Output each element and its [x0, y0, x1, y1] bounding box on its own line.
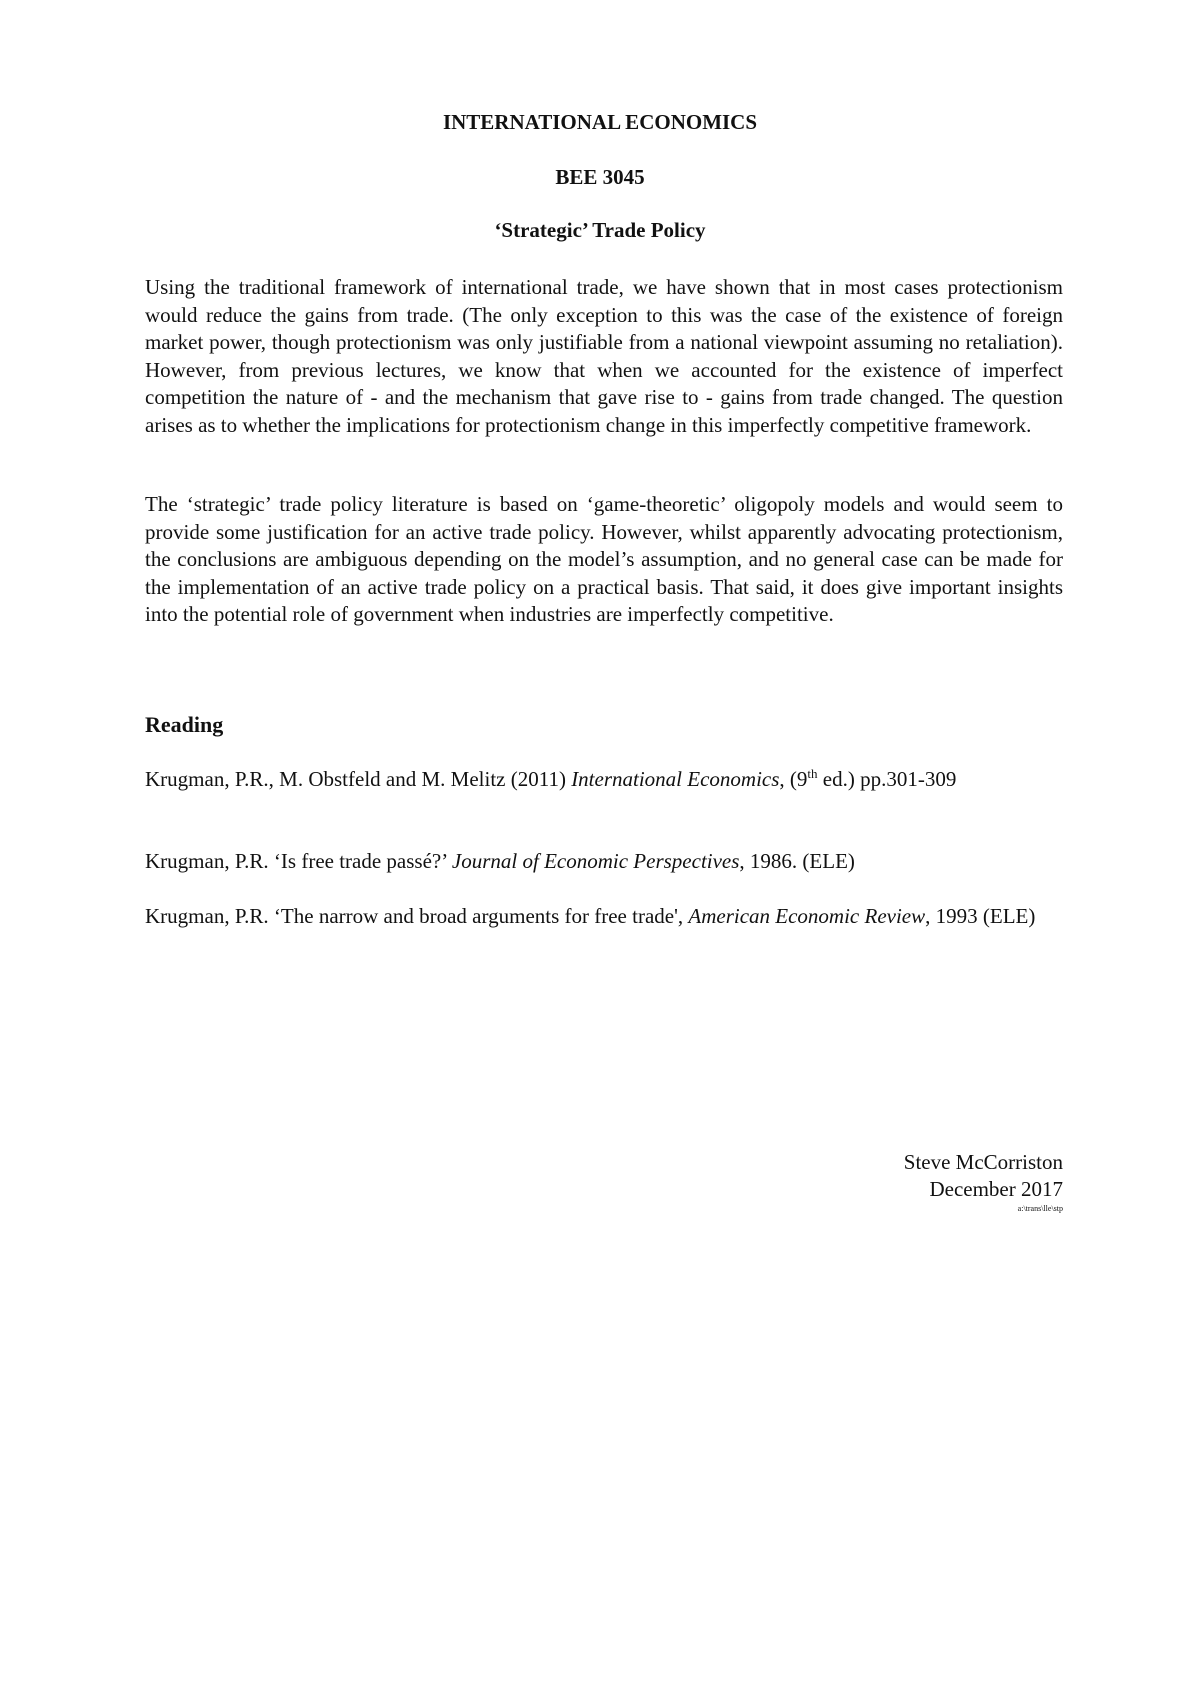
reference-edition-suffix: th — [807, 766, 818, 781]
reference-details: , 1986. (ELE) — [739, 849, 855, 873]
author-name: Steve McCorriston — [903, 1150, 1063, 1174]
course-code: BEE 3045 — [555, 165, 645, 189]
reference-details: , 1993 (ELE) — [925, 904, 1036, 928]
reference-authors: Krugman, P.R., M. Obstfeld and M. Melitz (2011) — [145, 767, 572, 791]
reference-pages: ed.) pp.301-309 — [817, 767, 957, 791]
reference-item — [145, 766, 1063, 794]
reference-authors: Krugman, P.R. ‘Is free trade passé?’ — [145, 849, 452, 873]
reference-authors: Krugman, P.R. ‘The narrow and broad arguments for free trade', — [145, 904, 689, 928]
paragraph-intro: Using the traditional framework of international trade, we have shown that in most cases protectionism would reduce the gains from trade. (The only exception to this was the case of the existence of foreign market power, though protectionism was only justifiable from a national viewpoint assuming no retaliation). However, from previous lectures, we know that when we accounted for the existence of imperfect competition the nature of - and the mechanism that gave rise to - gains from trade changed. The question arises as to whether the implications for protectionism change in this imperfectly competitive framework. — [145, 275, 1063, 437]
reading-heading: Reading — [145, 712, 224, 737]
reference-title: Journal of Economic Perspectives — [451, 849, 740, 873]
reference-title: International Economics — [571, 767, 780, 791]
paragraph-strategic: The ‘strategic’ trade policy literature is based on ‘game-theoretic’ oligopoly models and would seem to provide some justification for an active trade policy. However, whilst apparently advocating protectionism, the conclusions are ambiguous depending on the model’s assumption, and no general case can be made for the implementation of an active trade policy on a practical basis. That said, it does give important insights into the potential role of government when industries are imperfectly competitive. — [145, 492, 1063, 626]
reference-edition: , (9 — [779, 767, 808, 791]
reference-item — [145, 848, 1063, 876]
topic-title: ‘Strategic’ Trade Policy — [494, 218, 706, 242]
reference-item — [145, 903, 1141, 931]
file-path: a:\trans\lle\stp — [1017, 1204, 1063, 1213]
document-date: December 2017 — [929, 1177, 1063, 1201]
course-title: INTERNATIONAL ECONOMICS — [442, 110, 758, 134]
reference-title: American Economic Review — [688, 904, 926, 928]
